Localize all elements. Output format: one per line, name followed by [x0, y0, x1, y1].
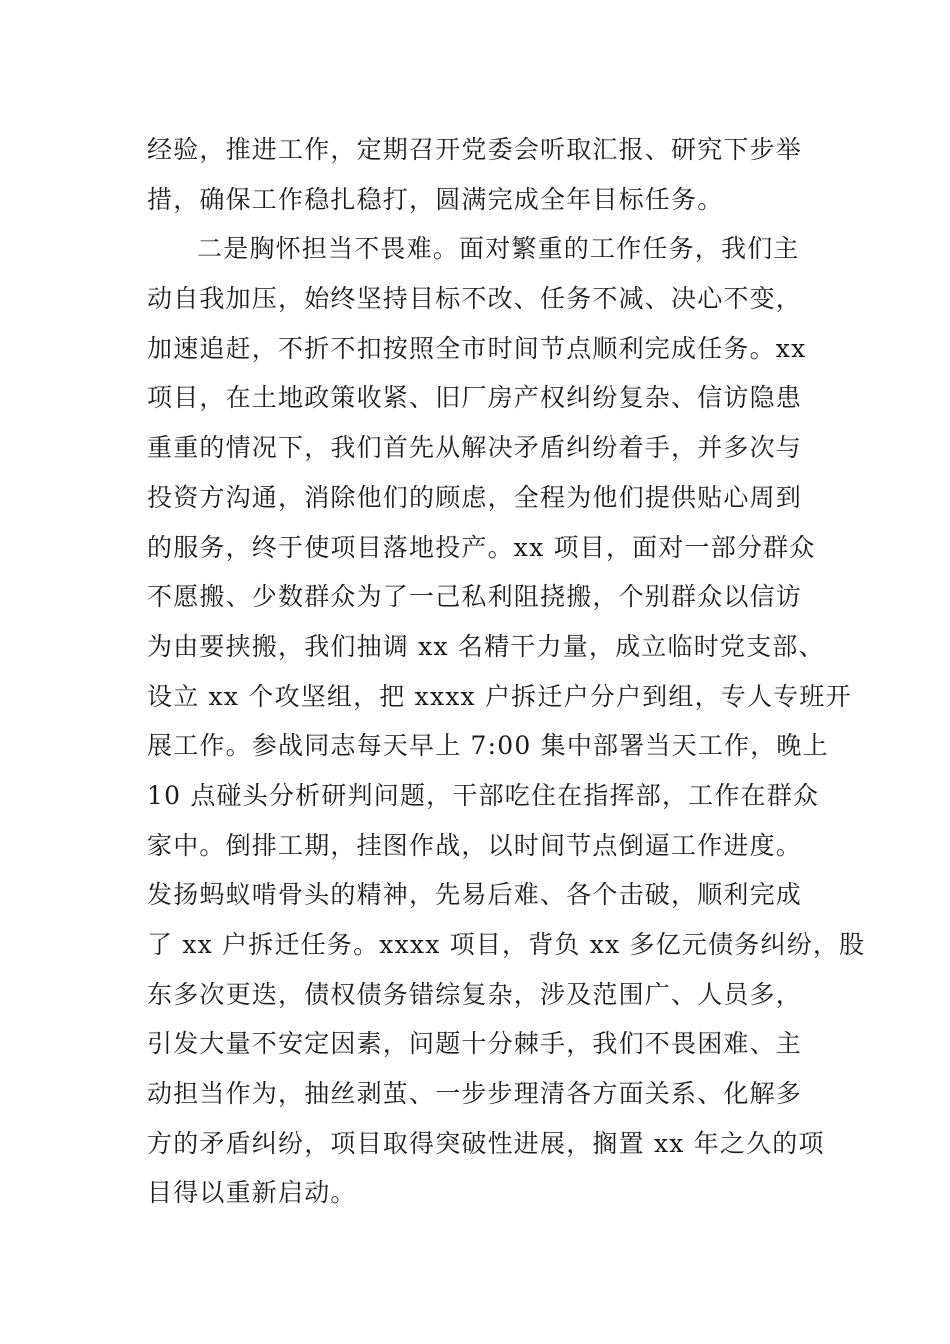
text-line: 引发大量不安定因素，问题十分棘手，我们不畏困难、主 — [147, 1029, 803, 1059]
text-line: 重重的情况下，我们首先从解决矛盾纠纷着手，并多次与 — [147, 433, 803, 463]
text-line: 动担当作为，抽丝剥茧、一步步理清各方面关系、化解多 — [147, 1079, 803, 1109]
text-line: 了 xx 户拆迁任务。xxxx 项目，背负 xx 多亿元债务纠纷，股 — [147, 930, 866, 959]
text-line: 10 点碰头分析研判问题，干部吃住在指挥部，工作在群众 — [147, 780, 820, 810]
text-line: 家中。倒排工期，挂图作战，以时间节点倒逼工作进度。 — [147, 830, 803, 860]
body-text — [147, 125, 866, 1218]
text-line: 为由要挟搬，我们抽调 xx 名精干力量，成立临时党支部、 — [147, 631, 825, 661]
text-line: 方的矛盾纠纷，项目取得突破性进展，搁置 xx 年之久的项 — [147, 1128, 825, 1158]
text-line: 项目，在土地政策收紧、旧厂房产权纠纷复杂、信访隐患 — [147, 383, 803, 413]
text-line: 目得以重新启动。 — [147, 1178, 357, 1208]
text-line: 不愿搬、少数群众为了一己私利阻挠搬，个别群众以信访 — [147, 582, 803, 612]
text-line: 经验，推进工作，定期召开党委会听取汇报、研究下步举 — [147, 135, 803, 164]
text-line: 措，确保工作稳扎稳打，圆满完成全年目标任务。 — [147, 184, 724, 214]
text-line: 设立 xx 个攻坚组，把 xxxx 户拆迁户分户到组，专人专班开 — [147, 681, 852, 711]
text-line: 展工作。参战同志每天早上 7:00 集中部署当天工作，晚上 — [147, 731, 829, 761]
text-line: 加速追赶，不折不扣按照全市时间节点顺利完成任务。xx — [147, 333, 807, 363]
text-line: 东多次更迭，债权债务错综复杂，涉及范围广、人员多， — [147, 979, 803, 1009]
text-line: 二是胸怀担当不畏难。面对繁重的工作任务，我们主 — [197, 234, 800, 264]
text-line: 的服务，终于使项目落地投产。xx 项目，面对一部分群众 — [147, 532, 816, 562]
text-line: 发扬蚂蚁啃骨头的精神，先易后难、各个击破，顺利完成 — [147, 880, 803, 910]
text-line: 投资方沟通，消除他们的顾虑，全程为他们提供贴心周到 — [147, 482, 803, 512]
text-line: 动自我加压，始终坚持目标不改、任务不减、决心不变， — [147, 284, 803, 314]
